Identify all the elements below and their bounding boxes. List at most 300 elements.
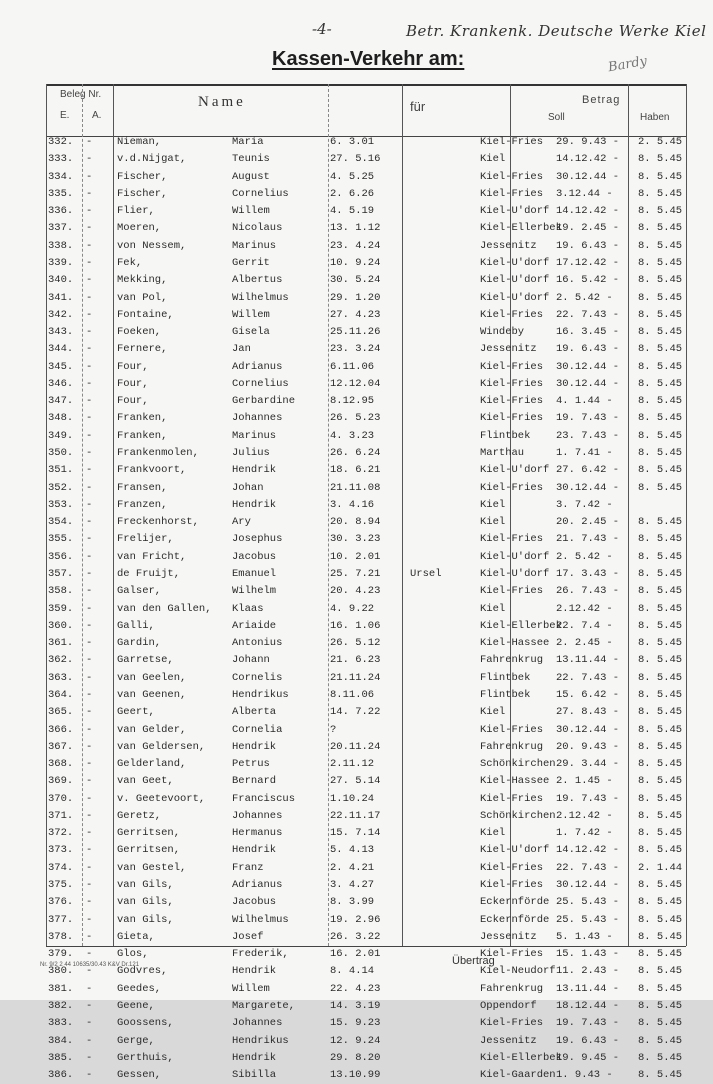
entry-surname: v. Geetevoort, [117,792,206,805]
entry-soll: 19. 7.43 - [556,412,620,425]
entry-birth-date: 2. 6.26 [330,187,375,200]
entry-surname: Fontaine, [117,308,174,321]
entry-number: 360. [48,619,74,632]
entry-number: 332. [48,136,74,148]
entry-surname: Galli, [117,619,155,632]
entry-dash: - [86,827,93,840]
entry-dash: - [86,550,93,563]
entry-surname: Fransen, [117,481,168,494]
entry-dash: - [86,879,93,892]
entry-birth-date: 4. 3.23 [330,429,375,442]
table-row [0,981,713,998]
entry-haben: 8. 5.45 [638,706,683,719]
entry-number: 356. [48,550,74,563]
entry-place: Kiel-Fries [480,948,544,961]
entry-haben: 8. 5.45 [638,827,683,840]
entry-birth-date: 22.11.17 [330,809,381,822]
entry-first-name: Adrianus [232,360,283,373]
entry-haben: 8. 5.45 [638,965,683,978]
entry-first-name: Wilhelmus [232,291,289,304]
entry-haben: 8. 5.45 [638,170,683,183]
entry-birth-date: 21. 6.23 [330,654,381,667]
entry-dash: - [86,654,93,667]
entry-soll: 1. 7.42 - [556,827,613,840]
entry-number: 366. [48,723,74,736]
entry-dash: - [86,360,93,373]
initials-stamp: Bardy [606,53,649,76]
entry-birth-date: 21.11.24 [330,671,381,684]
entry-number: 346. [48,377,74,390]
entry-haben: 8. 5.45 [638,948,683,961]
entry-first-name: Sibilla [232,1069,277,1082]
entry-first-name: Nicolaus [232,222,283,235]
table-row [0,134,713,151]
entry-place: Kiel [480,602,506,615]
table-row [0,549,713,566]
entry-dash: - [86,688,93,701]
entry-haben: 8. 5.45 [638,775,683,788]
entry-place: Fahrenkrug [480,740,544,753]
entry-first-name: Marinus [232,429,277,442]
entry-number: 335. [48,187,74,200]
table-row [0,877,713,894]
entry-surname: Four, [117,395,149,408]
entry-place: Kiel-Fries [480,861,544,874]
table-row [0,324,713,341]
entry-surname: Gerthuis, [117,1051,174,1064]
entry-birth-date: 26. 5.12 [330,637,381,650]
entry-soll: 19. 6.43 - [556,1034,620,1047]
entry-number: 376. [48,896,74,909]
entry-soll: 2.12.42 - [556,602,613,615]
entry-haben: 8. 5.45 [638,758,683,771]
entry-dash: - [86,395,93,408]
entry-first-name: Franz [232,861,264,874]
entry-soll: 11. 2.43 - [556,965,620,978]
entry-surname: Franken, [117,412,168,425]
entry-number: 363. [48,671,74,684]
column-header-betrag: Betrag [582,94,621,106]
entry-first-name: Johann [232,654,270,667]
entry-soll: 30.12.44 - [556,360,620,373]
entry-haben: 8. 5.45 [638,274,683,287]
entry-first-name: Antonius [232,637,283,650]
entry-place: Kiel-U'dorf [480,550,550,563]
entry-dash: - [86,481,93,494]
entry-first-name: Hendrikus [232,1034,289,1047]
entry-haben: 8. 5.45 [638,913,683,926]
entry-birth-date: 15. 7.14 [330,827,381,840]
entry-haben: 2. 5.45 [638,136,683,148]
table-row [0,583,713,600]
table-row [0,722,713,739]
entry-dash: - [86,1034,93,1047]
table-row [0,704,713,721]
entry-soll: 19. 9.45 - [556,1051,620,1064]
entry-dash: - [86,343,93,356]
entry-soll: 29. 3.44 - [556,758,620,771]
entry-birth-date: 10. 9.24 [330,256,381,269]
entry-haben: 8. 5.45 [638,222,683,235]
table-row [0,497,713,514]
table-row [0,238,713,255]
entry-haben: 8. 5.45 [638,377,683,390]
entry-dash: - [86,965,93,978]
entry-haben: 8. 5.45 [638,1034,683,1047]
entry-dash: - [86,568,93,580]
entry-soll: 2. 5.42 - [556,291,613,304]
entry-first-name: Johannes [232,809,283,822]
entry-soll: 30.12.44 - [556,377,620,390]
entry-surname: Flier, [117,205,155,218]
entry-dash: - [86,948,93,961]
entry-number: 365. [48,706,74,719]
entry-birth-date: 27. 4.23 [330,308,381,321]
entry-birth-date: 6.11.06 [330,360,375,373]
entry-dash: - [86,308,93,321]
table-row [0,860,713,877]
entry-birth-date: 27. 5.14 [330,775,381,788]
entry-surname: Garretse, [117,654,174,667]
entry-birth-date: 1.10.24 [330,792,375,805]
entry-birth-date: 2. 4.21 [330,861,375,874]
entry-dash: - [86,187,93,200]
entry-first-name: Willem [232,205,270,218]
table-row [0,255,713,272]
entry-surname: Geedes, [117,982,162,995]
entry-soll: 15. 1.43 - [556,948,620,961]
entry-dash: - [86,429,93,442]
entry-haben: 8. 5.45 [638,1000,683,1012]
entry-number: 385. [48,1051,74,1064]
entry-place: Kiel [480,516,506,529]
entry-place: Kiel-Ellerbek [480,1051,562,1064]
entry-first-name: Julius [232,447,270,460]
table-row [0,566,713,583]
entry-haben: 8. 5.45 [638,516,683,529]
entry-dash: - [86,412,93,425]
entry-birth-date: 2.11.12 [330,758,375,771]
entry-birth-date: 8. 3.99 [330,896,375,909]
entry-surname: Franzen, [117,498,168,511]
entry-number: 361. [48,637,74,650]
entry-first-name: Hendrik [232,498,277,511]
entry-first-name: Teunis [232,153,270,166]
entry-first-name: Hendrik [232,965,277,978]
entry-soll: 30.12.44 - [556,723,620,736]
table-row [0,946,713,963]
entry-dash: - [86,1000,93,1012]
entry-soll: 2. 5.42 - [556,550,613,563]
entry-number: 369. [48,775,74,788]
entry-dash: - [86,758,93,771]
table-row [0,652,713,669]
entry-surname: van Geenen, [117,688,187,701]
entry-birth-date: 30. 3.23 [330,533,381,546]
entry-surname: van Gils, [117,879,174,892]
entry-dash: - [86,896,93,909]
entry-soll: 3.12.44 - [556,187,613,200]
entry-place: Kiel [480,827,506,840]
table-row [0,410,713,427]
entry-soll: 17.12.42 - [556,256,620,269]
table-row [0,1033,713,1050]
entry-place: Fahrenkrug [480,654,544,667]
entry-number: 333. [48,153,74,166]
entry-haben: 2. 1.44 [638,861,683,874]
entry-number: 386. [48,1069,74,1082]
entry-place: Flintbek [480,671,531,684]
entry-number: 350. [48,447,74,460]
entry-birth-date: 20. 8.94 [330,516,381,529]
entry-haben: 8. 5.45 [638,153,683,166]
entry-first-name: Klaas [232,602,264,615]
entry-haben: 8. 5.45 [638,360,683,373]
entry-birth-date: 15. 9.23 [330,1017,381,1030]
entry-birth-date: 20. 4.23 [330,585,381,598]
entry-haben: 8. 5.45 [638,619,683,632]
entry-birth-date: 3. 4.27 [330,879,375,892]
entry-haben: 8. 5.45 [638,671,683,684]
entry-surname: Four, [117,377,149,390]
entry-soll: 19. 2.45 - [556,222,620,235]
entry-place: Kiel-U'dorf [480,291,550,304]
table-row [0,359,713,376]
entry-soll: 14.12.42 - [556,153,620,166]
entry-number: 382. [48,1000,74,1012]
entry-soll: 30.12.44 - [556,170,620,183]
entry-place: Flintbek [480,688,531,701]
table-row [0,272,713,289]
entry-surname: Nieman, [117,136,162,148]
entry-haben: 8. 5.45 [638,481,683,494]
entry-first-name: Gerbardine [232,395,296,408]
entry-dash: - [86,671,93,684]
entry-haben: 8. 5.45 [638,688,683,701]
entry-soll: 19. 7.43 - [556,792,620,805]
entry-dash: - [86,239,93,252]
entry-haben: 8. 5.45 [638,568,683,580]
entry-surname: van Fricht, [117,550,187,563]
entry-birth-date: 14. 3.19 [330,1000,381,1012]
entry-birth-date: 16. 2.01 [330,948,381,961]
entry-soll: 23. 7.43 - [556,429,620,442]
entry-dash: - [86,516,93,529]
entry-soll: 14.12.42 - [556,844,620,857]
entry-soll: 19. 6.43 - [556,343,620,356]
entry-dash: - [86,447,93,460]
entry-surname: Geene, [117,1000,155,1012]
entry-haben: 8. 5.45 [638,550,683,563]
handwritten-heading-note: Betr. Krankenk. Deutsche Werke Kiel [406,22,707,40]
entry-dash: - [86,153,93,166]
entry-soll: 15. 6.42 - [556,688,620,701]
table-row [0,998,713,1015]
entry-place: Kiel-U'dorf [480,274,550,287]
entry-number: 359. [48,602,74,615]
entry-place: Kiel-Fries [480,1017,544,1030]
entry-surname: Glos, [117,948,149,961]
table-row [0,186,713,203]
entry-number: 370. [48,792,74,805]
entry-number: 342. [48,308,74,321]
entry-number: 349. [48,429,74,442]
entry-haben: 8. 5.45 [638,187,683,200]
entry-place: Kiel-Fries [480,377,544,390]
table-row [0,618,713,635]
entry-soll: 19. 6.43 - [556,239,620,252]
entry-soll: 22. 7.43 - [556,671,620,684]
entry-birth-date: 16. 1.06 [330,619,381,632]
table-row [0,894,713,911]
entry-number: 344. [48,343,74,356]
entry-first-name: Cornelius [232,187,289,200]
table-row [0,151,713,168]
entry-birth-date: 14. 7.22 [330,706,381,719]
entry-dash: - [86,740,93,753]
entry-place: Eckernförde [480,896,550,909]
entry-soll: 20. 2.45 - [556,516,620,529]
table-row [0,808,713,825]
table-row [0,462,713,479]
column-header-haben: Haben [640,112,670,123]
entry-dash: - [86,706,93,719]
entry-surname: Fernere, [117,343,168,356]
entry-soll: 2. 2.45 - [556,637,613,650]
entry-surname: Gelderland, [117,758,187,771]
entry-surname: Foeken, [117,326,162,339]
entry-soll: 30.12.44 - [556,481,620,494]
entry-soll: 14.12.42 - [556,205,620,218]
entry-soll: 27. 6.42 - [556,464,620,477]
entry-dash: - [86,256,93,269]
column-header-e: E. [60,110,70,121]
entry-birth-date: 23. 3.24 [330,343,381,356]
table-row [0,912,713,929]
entry-place: Schönkirchen [480,758,556,771]
header-top-rule [46,84,686,86]
entry-first-name: Wilhelmus [232,913,289,926]
entry-dash: - [86,222,93,235]
entry-surname: van Gils, [117,896,174,909]
entry-first-name: Alberta [232,706,277,719]
entry-place: Schönkirchen [480,809,556,822]
entry-haben: 8. 5.45 [638,1069,683,1082]
entry-first-name: Willem [232,982,270,995]
entry-number: 381. [48,982,74,995]
entry-first-name: Marinus [232,239,277,252]
entry-first-name: Bernard [232,775,277,788]
entry-birth-date: 26. 3.22 [330,930,381,943]
entry-surname: van Pol, [117,291,168,304]
entry-soll: 27. 8.43 - [556,706,620,719]
form-code: Nr. 9/2 2 44 10635/30.43 K&V Dr.121 [40,962,140,968]
entry-first-name: August [232,170,270,183]
entry-dash: - [86,136,93,148]
entry-number: 352. [48,481,74,494]
entry-birth-date: 5. 4.13 [330,844,375,857]
entry-surname: van den Gallen, [117,602,212,615]
entry-soll: 22. 7.43 - [556,308,620,321]
entry-place: Windeby [480,326,525,339]
entry-number: 379. [48,948,74,961]
entry-surname: Fischer, [117,170,168,183]
entry-haben: 8. 5.45 [638,637,683,650]
entry-place: Kiel-Gaarden [480,1069,556,1082]
entry-number: 383. [48,1017,74,1030]
entry-place: Kiel [480,153,506,166]
entry-dash: - [86,291,93,304]
entry-place: Kiel-Fries [480,187,544,200]
entry-surname: Fischer, [117,187,168,200]
table-row [0,480,713,497]
entry-first-name: Gisela [232,326,270,339]
entry-place: Kiel-U'dorf [480,256,550,269]
entry-birth-date: 13.10.99 [330,1069,381,1082]
entry-haben: 8. 5.45 [638,239,683,252]
entry-surname: Geert, [117,706,155,719]
entry-soll: 3. 7.42 - [556,498,613,511]
entry-number: 364. [48,688,74,701]
table-row [0,307,713,324]
entry-dash: - [86,775,93,788]
entry-first-name: Albertus [232,274,283,287]
entry-dash: - [86,498,93,511]
entry-place: Jessenitz [480,239,537,252]
table-row [0,169,713,186]
entry-haben: 8. 5.45 [638,654,683,667]
entry-soll: 25. 5.43 - [556,896,620,909]
entry-haben: 8. 5.45 [638,395,683,408]
entry-soll: 21. 7.43 - [556,533,620,546]
entry-number: 353. [48,498,74,511]
entry-first-name: Johannes [232,412,283,425]
entry-surname: van Gelder, [117,723,187,736]
entry-dash: - [86,464,93,477]
entry-number: 368. [48,758,74,771]
entry-birth-date: 6. 3.01 [330,136,375,148]
entry-place: Kiel-Fries [480,395,544,408]
entry-number: 338. [48,239,74,252]
entry-haben: 8. 5.45 [638,879,683,892]
entry-place: Kiel-Fries [480,308,544,321]
entry-first-name: Hendrikus [232,688,289,701]
entry-first-name: Jacobus [232,550,277,563]
entry-first-name: Gerrit [232,256,270,269]
table-row [0,1015,713,1032]
entry-place: Eckernförde [480,913,550,926]
entry-haben: 8. 5.45 [638,844,683,857]
entry-first-name: Willem [232,308,270,321]
entry-number: 339. [48,256,74,269]
entry-birth-date: 29. 8.20 [330,1051,381,1064]
table-row [0,670,713,687]
entry-surname: Gieta, [117,930,155,943]
entry-surname: van Gestel, [117,861,187,874]
table-row [0,428,713,445]
table-row [0,635,713,652]
entry-birth-date: 8.12.95 [330,395,375,408]
table-row [0,514,713,531]
entry-place: Kiel-Ellerbek [480,222,562,235]
entry-surname: Frankvoort, [117,464,187,477]
entry-dash: - [86,1069,93,1082]
entry-place: Kiel-Fries [480,412,544,425]
entry-dash: - [86,585,93,598]
entry-dash: - [86,844,93,857]
entry-birth-date: 8.11.06 [330,688,375,701]
entry-first-name: Emanuel [232,568,277,580]
